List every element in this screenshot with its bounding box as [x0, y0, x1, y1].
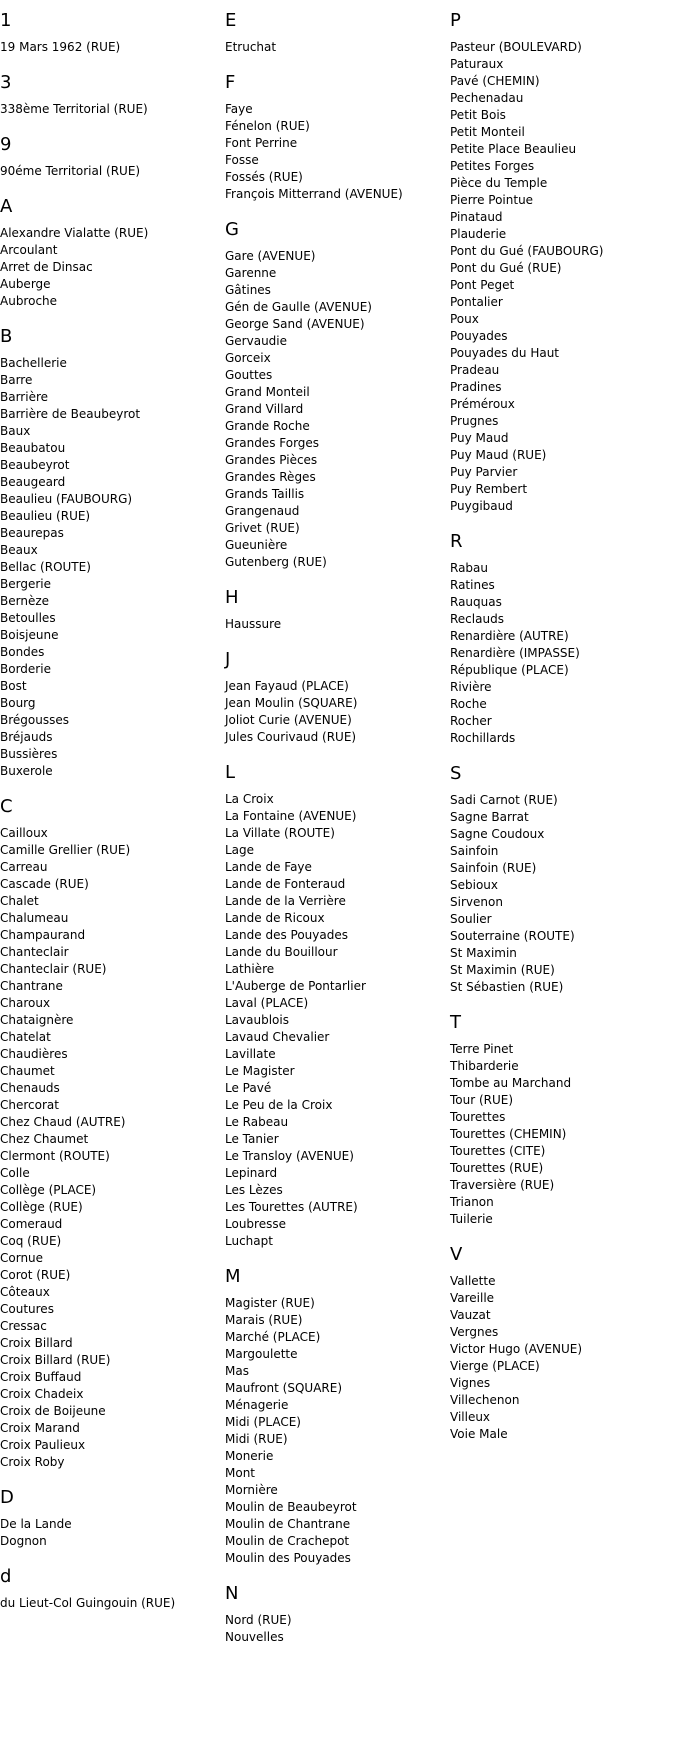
street-item: Puy Maud	[450, 431, 509, 445]
street-item: Pont du Gué (RUE)	[450, 261, 562, 275]
street-item: Petit Bois	[450, 108, 506, 122]
street-item: Sagne Barrat	[450, 810, 529, 824]
index-column-1	[0, 0, 220, 1628]
street-list	[450, 560, 675, 747]
street-item: République (PLACE)	[450, 663, 569, 677]
street-item: Victor Hugo (AVENUE)	[450, 1342, 583, 1356]
section-letter-heading: 3	[0, 72, 12, 93]
street-item: Midi (RUE)	[225, 1432, 288, 1446]
street-item: Le Rabeau	[225, 1115, 289, 1129]
street-item: Monerie	[225, 1449, 274, 1463]
street-item: Vallette	[450, 1274, 496, 1288]
letter-section	[0, 1566, 220, 1612]
street-list	[0, 1595, 220, 1612]
street-item: Ratines	[450, 578, 495, 592]
street-item: Baux	[0, 424, 31, 438]
letter-section	[225, 762, 445, 1250]
street-item: Beaubeyrot	[0, 458, 70, 472]
section-letter-heading: d	[0, 1566, 12, 1587]
street-item: Arcoulant	[0, 243, 58, 257]
street-item: Puygibaud	[450, 499, 513, 513]
street-item: Roche	[450, 697, 487, 711]
street-item: Lande de Faye	[225, 860, 312, 874]
letter-section	[0, 196, 220, 310]
street-item: Gueunière	[225, 538, 288, 552]
street-item: Pièce du Temple	[450, 176, 548, 190]
street-item: Prugnes	[450, 414, 499, 428]
street-item: Barrière	[0, 390, 49, 404]
street-list	[0, 163, 220, 180]
street-item: Arret de Dinsac	[0, 260, 93, 274]
street-item: Beaulieu (FAUBOURG)	[0, 492, 133, 506]
street-item: Dognon	[0, 1534, 47, 1548]
street-item: Le Tanier	[225, 1132, 279, 1146]
street-item: St Maximin (RUE)	[450, 963, 555, 977]
street-item: Bellac (ROUTE)	[0, 560, 91, 574]
street-item: Tourettes (RUE)	[450, 1161, 544, 1175]
street-item: Ménagerie	[225, 1398, 289, 1412]
street-item: Midi (PLACE)	[225, 1415, 301, 1429]
street-item: Grandes Pièces	[225, 453, 318, 467]
street-item: Gare (AVENUE)	[225, 249, 316, 263]
street-item: Gutenberg (RUE)	[225, 555, 327, 569]
street-item: Bourg	[0, 696, 36, 710]
street-item: Rocher	[450, 714, 492, 728]
street-item: Lande des Pouyades	[225, 928, 348, 942]
street-list	[225, 1612, 445, 1646]
street-item: Chez Chaumet	[0, 1132, 89, 1146]
street-item: Grand Villard	[225, 402, 304, 416]
street-item: Trianon	[450, 1195, 494, 1209]
street-item: Bussières	[0, 747, 58, 761]
street-item: Les Lèzes	[225, 1183, 283, 1197]
letter-section	[0, 796, 220, 1471]
street-item: Tuilerie	[450, 1212, 493, 1226]
street-item: Vergnes	[450, 1325, 499, 1339]
street-item: Bost	[0, 679, 27, 693]
street-item: Bréjauds	[0, 730, 53, 744]
street-item: Gâtines	[225, 283, 271, 297]
street-item: Bergerie	[0, 577, 51, 591]
street-item: Borderie	[0, 662, 51, 676]
section-letter-heading: F	[225, 72, 236, 93]
street-item: Paturaux	[450, 57, 504, 71]
street-item: Moulin de Beaubeyrot	[225, 1500, 357, 1514]
street-item: Carreau	[0, 860, 48, 874]
street-item: Pinataud	[450, 210, 503, 224]
street-item: Pouyades	[450, 329, 508, 343]
street-item: Charoux	[0, 996, 51, 1010]
street-item: 90éme Territorial (RUE)	[0, 164, 141, 178]
letter-section	[450, 10, 675, 515]
street-item: Magister (RUE)	[225, 1296, 315, 1310]
street-item: 338ème Territorial (RUE)	[0, 102, 148, 116]
street-item: Pouyades du Haut	[450, 346, 560, 360]
street-item: Faye	[225, 102, 253, 116]
street-item: Nouvelles	[225, 1630, 284, 1644]
street-item: Bachellerie	[0, 356, 67, 370]
section-letter-heading: B	[0, 326, 13, 347]
letter-section	[450, 1012, 675, 1228]
street-item: Reclauds	[450, 612, 504, 626]
street-item: Vignes	[450, 1376, 491, 1390]
street-item: Beaugeard	[0, 475, 66, 489]
street-item: Thibarderie	[450, 1059, 519, 1073]
street-item: La Fontaine (AVENUE)	[225, 809, 357, 823]
section-letter-heading: M	[225, 1266, 241, 1287]
street-item: Plauderie	[450, 227, 507, 241]
street-item: François Mitterrand (AVENUE)	[225, 187, 403, 201]
street-item: Renardière (IMPASSE)	[450, 646, 580, 660]
street-item: Croix Billard	[0, 1336, 73, 1350]
street-item: Pavé (CHEMIN)	[450, 74, 540, 88]
street-item: du Lieut-Col Guingouin (RUE)	[0, 1596, 176, 1610]
street-item: Pierre Pointue	[450, 193, 534, 207]
street-item: Gouttes	[225, 368, 273, 382]
street-item: Lavaud Chevalier	[225, 1030, 330, 1044]
street-item: Brégousses	[0, 713, 69, 727]
street-item: Aubroche	[0, 294, 58, 308]
street-item: L'Auberge de Pontarlier	[225, 979, 366, 993]
street-item: Sainfoin	[450, 844, 499, 858]
street-item: Etruchat	[225, 40, 277, 54]
street-item: Terre Pinet	[450, 1042, 514, 1056]
street-item: Tourettes	[450, 1110, 506, 1124]
street-item: Lande du Bouillour	[225, 945, 338, 959]
letter-section	[225, 219, 445, 571]
street-item: Pontalier	[450, 295, 503, 309]
street-item: Sainfoin (RUE)	[450, 861, 537, 875]
street-item: La Croix	[225, 792, 274, 806]
street-item: Luchapt	[225, 1234, 273, 1248]
street-list	[450, 39, 675, 515]
letter-section	[225, 649, 445, 746]
street-item: Jules Courivaud (RUE)	[225, 730, 357, 744]
letter-section	[225, 10, 445, 56]
street-item: Chanteclair (RUE)	[0, 962, 107, 976]
street-item: Joliot Curie (AVENUE)	[225, 713, 352, 727]
street-item: Renardière (AUTRE)	[450, 629, 569, 643]
street-item: Pont Peget	[450, 278, 515, 292]
street-item: Clermont (ROUTE)	[0, 1149, 110, 1163]
letter-section	[450, 531, 675, 747]
section-letter-heading: D	[0, 1487, 14, 1508]
street-item: Chatelat	[0, 1030, 51, 1044]
street-item: Petite Place Beaulieu	[450, 142, 577, 156]
street-item: Moulin de Chantrane	[225, 1517, 351, 1531]
street-item: George Sand (AVENUE)	[225, 317, 365, 331]
street-item: Colle	[0, 1166, 30, 1180]
street-item: Beaubatou	[0, 441, 66, 455]
street-item: Gervaudie	[225, 334, 288, 348]
street-item: Corot (RUE)	[0, 1268, 71, 1282]
street-item: 19 Mars 1962 (RUE)	[0, 40, 121, 54]
street-item: Lage	[225, 843, 255, 857]
street-item: Le Transloy (AVENUE)	[225, 1149, 354, 1163]
street-item: Jean Fayaud (PLACE)	[225, 679, 349, 693]
street-item: Camille Grellier (RUE)	[0, 843, 131, 857]
street-list	[0, 825, 220, 1471]
street-item: Cailloux	[0, 826, 48, 840]
street-list	[0, 101, 220, 118]
street-item: Vauzat	[450, 1308, 491, 1322]
street-item: Souterraine (ROUTE)	[450, 929, 575, 943]
letter-section	[225, 1583, 445, 1646]
street-item: Petit Monteil	[450, 125, 525, 139]
street-item: Traversière (RUE)	[450, 1178, 555, 1192]
street-item: Grangenaud	[225, 504, 300, 518]
street-item: Pasteur (BOULEVARD)	[450, 40, 582, 54]
street-item: La Villate (ROUTE)	[225, 826, 335, 840]
section-letter-heading: S	[450, 763, 462, 784]
street-list	[450, 1041, 675, 1228]
street-item: Le Peu de la Croix	[225, 1098, 333, 1112]
street-item: Coq (RUE)	[0, 1234, 62, 1248]
section-letter-heading: R	[450, 531, 463, 552]
street-item: Lavillate	[225, 1047, 276, 1061]
street-item: Beaux	[0, 543, 38, 557]
street-item: Font Perrine	[225, 136, 298, 150]
street-item: Villeux	[450, 1410, 491, 1424]
street-item: Bernèze	[0, 594, 50, 608]
street-item: Beaulieu (RUE)	[0, 509, 91, 523]
street-item: Chenauds	[0, 1081, 60, 1095]
street-list	[225, 248, 445, 571]
street-item: Croix de Boijeune	[0, 1404, 106, 1418]
street-item: Cornue	[0, 1251, 44, 1265]
street-item: Tourettes (CITE)	[450, 1144, 546, 1158]
street-item: Haussure	[225, 617, 282, 631]
street-item: Lepinard	[225, 1166, 278, 1180]
street-list	[225, 101, 445, 203]
street-item: Croix Marand	[0, 1421, 80, 1435]
street-item: Croix Billard (RUE)	[0, 1353, 111, 1367]
street-item: Chercorat	[0, 1098, 59, 1112]
street-item: Croix Buffaud	[0, 1370, 82, 1384]
letter-section	[0, 72, 220, 118]
street-item: Chaumet	[0, 1064, 55, 1078]
street-item: Barre	[0, 373, 33, 387]
street-item: Loubresse	[225, 1217, 286, 1231]
street-item: Grand Monteil	[225, 385, 310, 399]
street-item: Pechenadau	[450, 91, 524, 105]
section-letter-heading: H	[225, 587, 239, 608]
street-list	[225, 791, 445, 1250]
street-item: Laval (PLACE)	[225, 996, 309, 1010]
street-item: Voie Male	[450, 1427, 508, 1441]
street-item: Nord (RUE)	[225, 1613, 292, 1627]
section-letter-heading: N	[225, 1583, 239, 1604]
index-column-3	[450, 0, 675, 1459]
street-list	[450, 792, 675, 996]
street-item: Sebioux	[450, 878, 498, 892]
street-item: Tourettes (CHEMIN)	[450, 1127, 567, 1141]
street-item: Croix Chadeix	[0, 1387, 84, 1401]
street-item: Croix Roby	[0, 1455, 65, 1469]
street-item: Fénelon (RUE)	[225, 119, 310, 133]
street-item: Rabau	[450, 561, 489, 575]
street-list	[0, 225, 220, 310]
street-item: Pont du Gué (FAUBOURG)	[450, 244, 604, 258]
street-item: De la Lande	[0, 1517, 72, 1531]
street-item: Grands Taillis	[225, 487, 305, 501]
street-item: Mornière	[225, 1483, 278, 1497]
street-item: Puy Parvier	[450, 465, 518, 479]
street-item: Auberge	[0, 277, 51, 291]
street-item: Lande de la Verrière	[225, 894, 346, 908]
street-item: Lavaublois	[225, 1013, 289, 1027]
street-item: Lathière	[225, 962, 275, 976]
street-item: Chantrane	[0, 979, 63, 993]
street-item: Lande de Fonteraud	[225, 877, 346, 891]
section-letter-heading: A	[0, 196, 13, 217]
street-item: Tombe au Marchand	[450, 1076, 572, 1090]
street-item: Petites Forges	[450, 159, 535, 173]
letter-section	[0, 134, 220, 180]
street-item: Fosse	[225, 153, 259, 167]
street-item: Moulin de Crachepot	[225, 1534, 350, 1548]
street-item: Pradeau	[450, 363, 500, 377]
street-item: Grandes Règes	[225, 470, 316, 484]
street-item: Maufront (SQUARE)	[225, 1381, 343, 1395]
street-item: Marais (RUE)	[225, 1313, 303, 1327]
street-item: St Maximin	[450, 946, 517, 960]
section-letter-heading: G	[225, 219, 239, 240]
street-list	[225, 616, 445, 633]
street-item: Chalumeau	[0, 911, 69, 925]
letter-section	[225, 72, 445, 203]
street-item: Jean Moulin (SQUARE)	[225, 696, 358, 710]
street-item: Vierge (PLACE)	[450, 1359, 540, 1373]
street-item: Le Pavé	[225, 1081, 272, 1095]
street-item: Sagne Coudoux	[450, 827, 545, 841]
street-item: Chataignère	[0, 1013, 74, 1027]
street-item: Pradines	[450, 380, 502, 394]
street-item: Rivière	[450, 680, 492, 694]
street-item: Champaurand	[0, 928, 86, 942]
section-letter-heading: L	[225, 762, 236, 783]
street-item: Le Magister	[225, 1064, 295, 1078]
section-letter-heading: T	[450, 1012, 461, 1033]
street-item: Lande de Ricoux	[225, 911, 325, 925]
letter-section	[450, 763, 675, 996]
street-item: Fossés (RUE)	[225, 170, 303, 184]
street-list	[0, 355, 220, 780]
street-item: Collège (PLACE)	[0, 1183, 97, 1197]
section-letter-heading: C	[0, 796, 13, 817]
street-item: Betoulles	[0, 611, 56, 625]
street-item: Bondes	[0, 645, 45, 659]
street-item: Rauquas	[450, 595, 502, 609]
section-letter-heading: P	[450, 10, 461, 31]
street-list	[225, 39, 445, 56]
street-item: Les Tourettes (AUTRE)	[225, 1200, 358, 1214]
street-item: Grandes Forges	[225, 436, 320, 450]
street-list	[450, 1273, 675, 1443]
street-item: Gorceix	[225, 351, 271, 365]
street-item: Grande Roche	[225, 419, 310, 433]
street-item: Buxerole	[0, 764, 53, 778]
street-item: Gén de Gaulle (AVENUE)	[225, 300, 372, 314]
street-item: Sadi Carnot (RUE)	[450, 793, 558, 807]
street-list	[225, 1295, 445, 1567]
section-letter-heading: 1	[0, 10, 12, 31]
street-item: Villechenon	[450, 1393, 520, 1407]
street-item: Alexandre Vialatte (RUE)	[0, 226, 149, 240]
street-item: Boisjeune	[0, 628, 59, 642]
street-item: Préméroux	[450, 397, 515, 411]
section-letter-heading: V	[450, 1244, 463, 1265]
street-item: Rochillards	[450, 731, 516, 745]
street-item: Beaurepas	[0, 526, 64, 540]
street-item: Marché (PLACE)	[225, 1330, 321, 1344]
street-item: Chez Chaud (AUTRE)	[0, 1115, 126, 1129]
street-item: Mont	[225, 1466, 256, 1480]
street-item: Croix Paulieux	[0, 1438, 86, 1452]
street-item: Moulin des Pouyades	[225, 1551, 351, 1565]
street-item: Comeraud	[0, 1217, 63, 1231]
street-item: Chalet	[0, 894, 39, 908]
street-item: Cascade (RUE)	[0, 877, 89, 891]
street-item: Puy Rembert	[450, 482, 528, 496]
section-letter-heading: E	[225, 10, 237, 31]
street-item: Barrière de Beaubeyrot	[0, 407, 141, 421]
street-item: Garenne	[225, 266, 277, 280]
letter-section	[225, 587, 445, 633]
street-item: Soulier	[450, 912, 492, 926]
section-letter-heading: 9	[0, 134, 12, 155]
letter-section	[0, 326, 220, 780]
street-item: Puy Maud (RUE)	[450, 448, 547, 462]
street-list	[0, 1516, 220, 1550]
street-list	[225, 678, 445, 746]
letter-section	[0, 1487, 220, 1550]
street-item: Grivet (RUE)	[225, 521, 300, 535]
street-item: Coutures	[0, 1302, 54, 1316]
street-item: Sirvenon	[450, 895, 503, 909]
street-item: Chaudières	[0, 1047, 68, 1061]
street-item: Tour (RUE)	[450, 1093, 514, 1107]
street-item: Vareille	[450, 1291, 495, 1305]
street-item: Mas	[225, 1364, 249, 1378]
street-item: Collège (RUE)	[0, 1200, 83, 1214]
letter-section	[225, 1266, 445, 1567]
street-item: Cressac	[0, 1319, 47, 1333]
street-item: St Sébastien (RUE)	[450, 980, 564, 994]
street-item: Margoulette	[225, 1347, 298, 1361]
street-item: Poux	[450, 312, 479, 326]
letter-section	[450, 1244, 675, 1443]
index-column-2	[225, 0, 445, 1662]
street-item: Côteaux	[0, 1285, 50, 1299]
letter-section	[0, 10, 220, 56]
street-item: Chanteclair	[0, 945, 69, 959]
section-letter-heading: J	[225, 649, 231, 670]
street-list	[0, 39, 220, 56]
